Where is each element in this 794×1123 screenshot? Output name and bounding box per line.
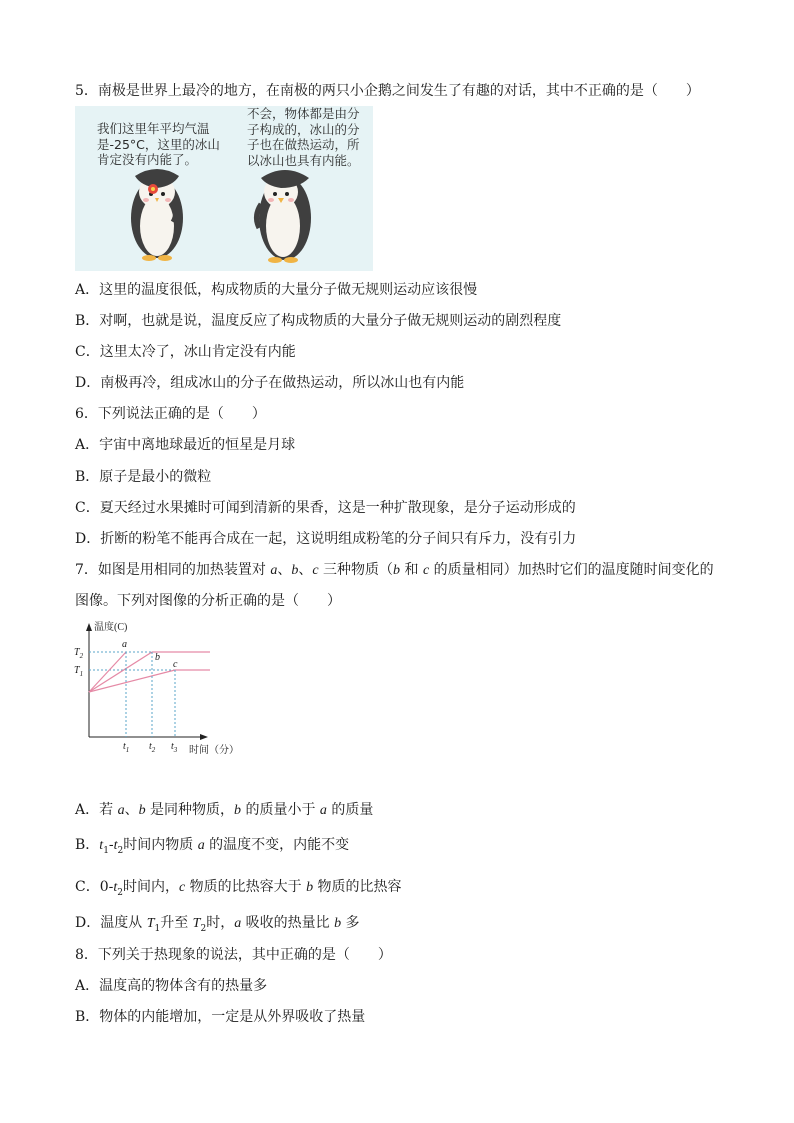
curve-c [89, 670, 175, 692]
var-t: t [113, 838, 118, 853]
q7-option-c [75, 878, 402, 902]
q7-stem-part: 和 [400, 562, 423, 578]
speech-left-line: 肯定没有内能了。 [97, 152, 198, 167]
q7-option-b [75, 836, 349, 860]
q7-stem-part: 的质量相同）加热时它们的温度随时间变化的 [429, 562, 714, 578]
q5-option-c: C．这里太冷了，冰山肯定没有内能 [75, 344, 296, 360]
label-c: c [173, 659, 178, 670]
text: 时间内物质 [123, 837, 198, 853]
text: 、 [124, 802, 139, 818]
q5-option-b: B．对啊，也就是说，温度反应了构成物质的大量分子做无规则运动的剧烈程度 [75, 313, 562, 329]
x-axis-arrow-icon [200, 734, 208, 740]
text: 的温度不变，内能不变 [204, 837, 350, 853]
speech-right-line: 以冰山也具有内能。 [247, 152, 360, 168]
tick-t3: $t_3$ [171, 741, 178, 754]
q7-stem-part: 三种物质（ [318, 562, 394, 578]
q6-option-b: B．原子是最小的微粒 [75, 469, 212, 485]
text: 升至 [160, 915, 193, 931]
q8-option-a: A．温度高的物体含有的热量多 [75, 978, 268, 994]
var-a: a [234, 916, 242, 931]
text: - [108, 837, 114, 853]
var-b: b [138, 803, 146, 818]
var-a: a [117, 803, 125, 818]
var-t: t [99, 838, 104, 853]
tick-t2: $t_2$ [149, 741, 156, 754]
speech-right-line: 子也在做热运动，所 [247, 137, 360, 152]
speech-left-line: 我们这里年平均气温 [97, 121, 210, 136]
q7-option-d [75, 914, 360, 938]
text: 的质量 [326, 802, 374, 818]
q6-stem: 6．下列说法正确的是（ ） [75, 406, 266, 422]
var-b: b [306, 880, 314, 895]
q7-sep: 、 [298, 562, 313, 578]
text: 的质量小于 [241, 802, 320, 818]
text: C．0- [75, 879, 114, 895]
q7-var-b: b [393, 563, 401, 578]
var-T: T [146, 916, 155, 931]
text: 吸收的热量比 [241, 915, 335, 931]
q5-option-d: D．南极再冷，组成冰山的分子在做热运动，所以冰山也有内能 [75, 375, 465, 391]
subscript: 1 [103, 845, 109, 856]
penguin-illustration [75, 106, 373, 271]
text: A．若 [75, 802, 118, 818]
subscript: 2 [200, 923, 207, 934]
q8-option-b: B．物体的内能增加，一定是从外界吸收了热量 [75, 1009, 366, 1025]
y-axis-label: 温度(C) [94, 622, 128, 633]
var-b: b [234, 803, 242, 818]
text: 物质的比热容 [313, 879, 402, 895]
var-a: a [197, 838, 205, 853]
speech-right-line: 子构成的，冰山的分 [247, 121, 360, 137]
tick-T1: $T_1$ [74, 665, 84, 678]
speech-left-line: 是-25°C，这里的冰山 [97, 136, 220, 152]
label-a: a [122, 639, 127, 650]
tick-t1: $t_1$ [123, 741, 130, 754]
q6-option-c: C．夏天经过水果摊时可闻到清新的果香，这是一种扩散现象，是分子运动形成的 [75, 500, 576, 516]
penguin-right-icon [256, 170, 311, 263]
var-t: t [113, 880, 118, 895]
label-b: b [155, 652, 160, 663]
q7-var-c: c [422, 563, 430, 578]
x-axis-label: 时间（分） [189, 745, 239, 756]
var-T: T [192, 916, 201, 931]
var-a: a [319, 803, 327, 818]
q8-stem: 8．下列关于热现象的说法，其中正确的是（ ） [75, 947, 392, 963]
q7-option-a [75, 801, 373, 820]
q7-var-c: c [312, 563, 319, 578]
q5-stem: 5．南极是世界上最冷的地方，在南极的两只小企鹅之间发生了有趣的对话，其中不正确的是（ ） [75, 83, 700, 99]
subscript: 1 [154, 923, 161, 934]
q7-stem-part: 7．如图是用相同的加热装置对 [75, 562, 271, 578]
subscript: 2 [117, 887, 123, 898]
text: 时， [206, 915, 235, 931]
speech-right-line: 不会，物体都是由分 [247, 106, 360, 121]
q6-option-d: D．折断的粉笔不能再合成在一起，这说明组成粉笔的分子间只有斥力，没有引力 [75, 531, 577, 547]
text: 是同种物质， [145, 802, 235, 818]
penguin-left-icon [131, 169, 183, 261]
var-b: b [334, 916, 342, 931]
q7-var-a: a [270, 563, 278, 578]
q7-stem-line2: 图像。下列对图像的分析正确的是（ ） [75, 593, 341, 609]
text: 物质的比热容大于 [185, 879, 307, 895]
penguins-drawing [75, 106, 373, 271]
temperature-time-graph [72, 615, 252, 760]
q7-stem-line1 [75, 561, 714, 580]
y-axis-arrow-icon [86, 623, 92, 631]
text: B． [75, 837, 100, 853]
text: 时间内， [122, 879, 179, 895]
var-c: c [178, 880, 186, 895]
text: D．温度从 [75, 915, 147, 931]
q7-var-b: b [291, 563, 299, 578]
q5-option-a: A．这里的温度很低，构成物质的大量分子做无规则运动应该很慢 [75, 282, 478, 298]
text: 多 [341, 915, 360, 931]
subscript: 2 [117, 845, 124, 856]
q6-option-a: A．宇宙中离地球最近的恒星是月球 [75, 437, 296, 453]
q7-sep: 、 [277, 562, 292, 578]
tick-T2: $T_2$ [74, 647, 84, 660]
